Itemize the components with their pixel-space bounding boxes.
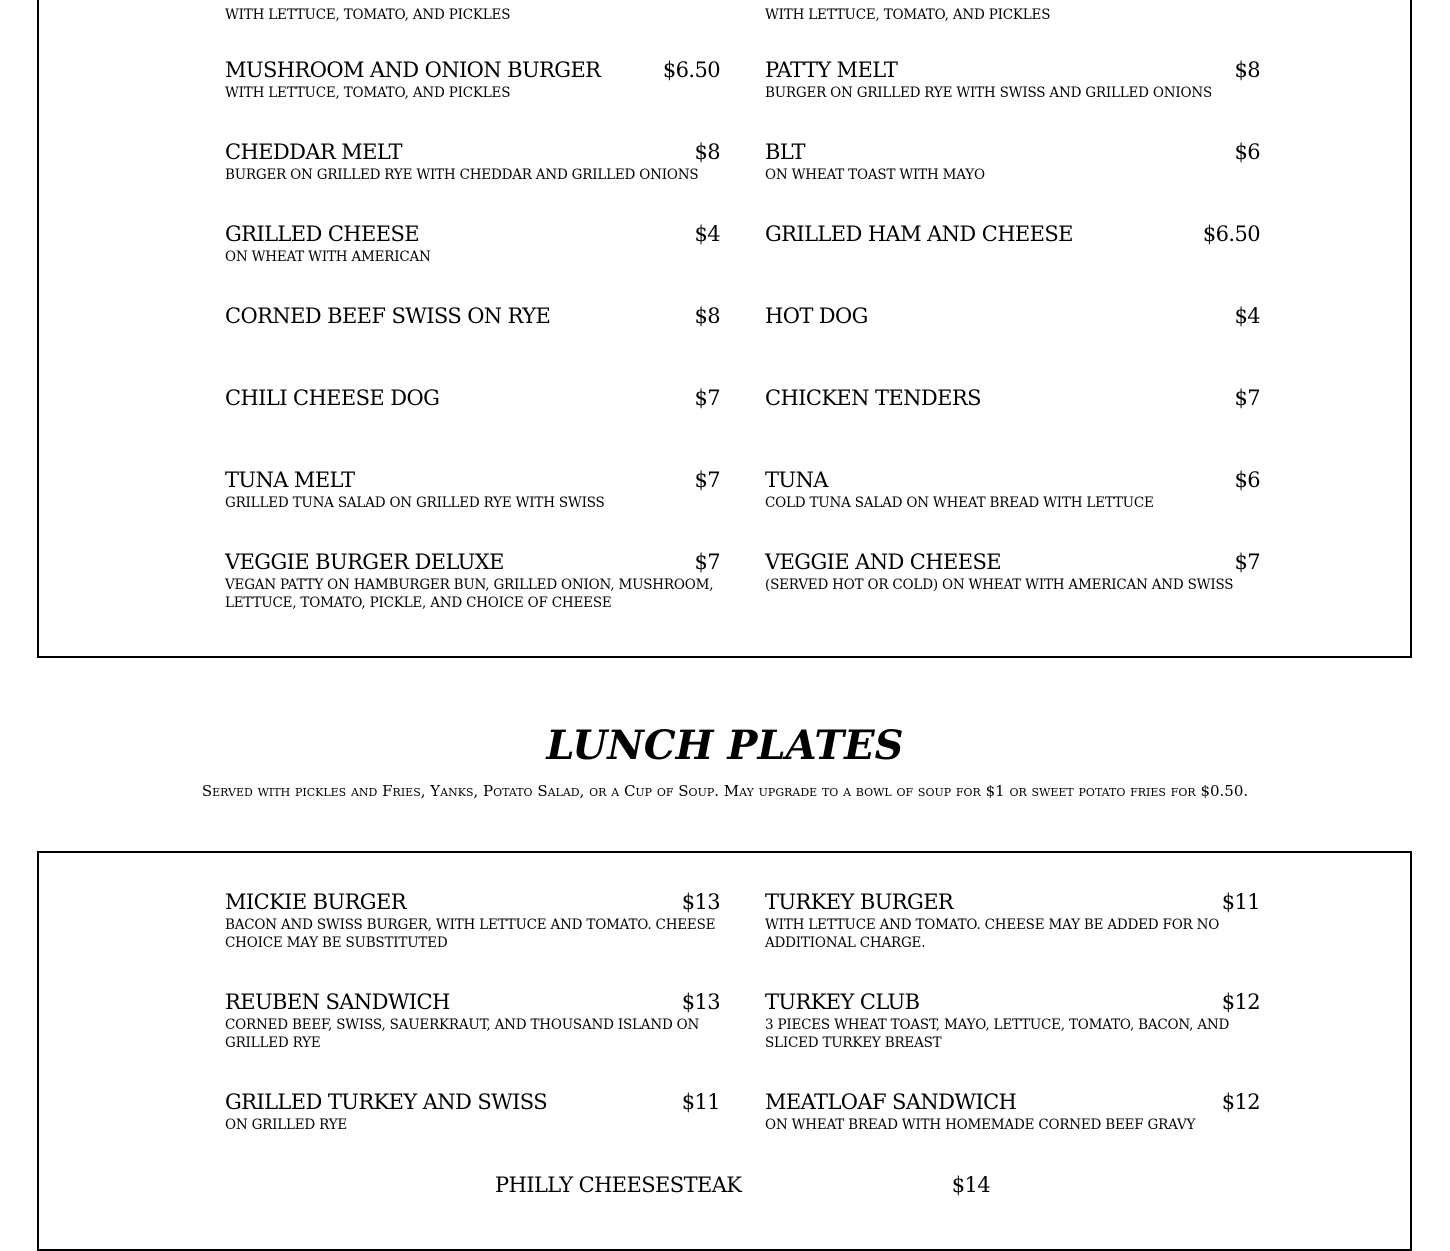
item-description: BURGER ON GRILLED RYE WITH SWISS AND GRILLED ONIONS — [765, 85, 1213, 101]
item-price: $6 — [1234, 468, 1260, 492]
item-name: MICKIE BURGER — [225, 890, 406, 914]
item-name: CHILI CHEESE DOG — [225, 386, 440, 410]
item-price: $7 — [694, 386, 720, 410]
item-price: $7 — [694, 550, 720, 574]
item-name: TUNA MELT — [225, 468, 355, 492]
item-price: $8 — [1234, 58, 1260, 82]
item-description: BACON AND SWISS BURGER, WITH LETTUCE AND TOMATO. CHEESE CHOICE MAY BE SUBSTITUTED — [225, 917, 716, 951]
section-note: Served with pickles and Fries, Yanks, Potato Salad, or a Cup of Soup. May upgrade to a bowl of soup for $1 or sweet potato fries for $0.50. — [201, 782, 1249, 800]
item-price: $8 — [694, 304, 720, 328]
item-name: HOT DOG — [765, 304, 868, 328]
item-name: MUSHROOM AND ONION BURGER — [225, 58, 601, 82]
item-price: $6.50 — [1202, 222, 1260, 246]
item-price: $13 — [681, 990, 720, 1014]
item-price: $13 — [681, 890, 720, 914]
item-description: WITH LETTUCE, TOMATO, AND PICKLES — [225, 85, 511, 101]
item-name: VEGGIE BURGER DELUXE — [225, 550, 504, 574]
menu-item — [765, 888, 1260, 952]
item-name: TURKEY BURGER — [765, 890, 954, 914]
item-name: GRILLED TURKEY AND SWISS — [225, 1090, 548, 1114]
item-description: CORNED BEEF, SWISS, SAUERKRAUT, AND THOUSAND ISLAND ON GRILLED RYE — [225, 1017, 700, 1051]
menu-item — [765, 988, 1260, 1052]
menu-item — [765, 302, 1260, 330]
item-name: TURKEY CLUB — [765, 990, 920, 1014]
item-description: WITH LETTUCE, TOMATO, AND PICKLES — [765, 7, 1051, 23]
item-name: CHICKEN TENDERS — [765, 386, 981, 410]
item-name: MEATLOAF SANDWICH — [765, 1090, 1017, 1114]
menu-item — [765, 138, 1260, 184]
menu-item — [765, 56, 1260, 102]
item-price: $7 — [1234, 550, 1260, 574]
menu-item — [225, 220, 720, 266]
menu-item — [765, 548, 1260, 594]
item-description: ON WHEAT TOAST WITH MAYO — [765, 167, 985, 183]
menu-item — [225, 466, 720, 512]
item-description: COLD TUNA SALAD ON WHEAT BREAD WITH LETTUCE — [765, 495, 1154, 511]
item-price: $4 — [694, 222, 720, 246]
menu-item — [225, 888, 720, 952]
menu-item — [225, 548, 720, 612]
item-name: CORNED BEEF SWISS ON RYE — [225, 304, 551, 328]
item-price: $7 — [1234, 386, 1260, 410]
menu-item — [225, 302, 720, 330]
item-description: GRILLED TUNA SALAD ON GRILLED RYE WITH SWISS — [225, 495, 605, 511]
item-price: $14 — [951, 1173, 990, 1197]
item-price: $8 — [694, 140, 720, 164]
item-name: CHEDDAR MELT — [225, 140, 402, 164]
menu-item — [225, 384, 720, 412]
menu-item — [765, 220, 1260, 248]
item-price: $6 — [1234, 140, 1260, 164]
menu-item — [765, 384, 1260, 412]
item-description: BURGER ON GRILLED RYE WITH CHEDDAR AND GRILLED ONIONS — [225, 167, 699, 183]
item-description: (SERVED HOT OR COLD) ON WHEAT WITH AMERICAN AND SWISS — [765, 577, 1234, 593]
item-price: $7 — [694, 468, 720, 492]
item-name: GRILLED HAM AND CHEESE — [765, 222, 1073, 246]
item-name: TUNA — [765, 468, 828, 492]
item-price: $4 — [1234, 304, 1260, 328]
item-description: WITH LETTUCE AND TOMATO. CHEESE MAY BE ADDED FOR NO ADDITIONAL CHARGE. — [765, 917, 1220, 951]
item-description: WITH LETTUCE, TOMATO, AND PICKLES — [225, 7, 511, 23]
item-description: VEGAN PATTY ON HAMBURGER BUN, GRILLED ONION, MUSHROOM, LETTUCE, TOMATO, PICKLE, AND CHOICE OF CHEESE — [225, 577, 714, 611]
item-price: $6.50 — [662, 58, 720, 82]
item-description: ON GRILLED RYE — [225, 1117, 348, 1133]
item-price: $12 — [1221, 1090, 1260, 1114]
section-title-lunch-plates: LUNCH PLATES — [546, 722, 904, 769]
menu-item — [225, 138, 720, 184]
menu-item — [225, 56, 720, 102]
item-name: BLT — [765, 140, 805, 164]
menu-item — [225, 1088, 720, 1134]
item-price: $12 — [1221, 990, 1260, 1014]
item-name: GRILLED CHEESE — [225, 222, 419, 246]
item-name: VEGGIE AND CHEESE — [765, 550, 1001, 574]
item-name: REUBEN SANDWICH — [225, 990, 450, 1014]
menu-item — [225, 988, 720, 1052]
menu-item — [765, 466, 1260, 512]
item-description: ON WHEAT WITH AMERICAN — [225, 249, 431, 265]
item-price: $11 — [681, 1090, 720, 1114]
item-name: PHILLY CHEESESTEAK — [495, 1173, 742, 1197]
item-description: ON WHEAT BREAD WITH HOMEMADE CORNED BEEF GRAVY — [765, 1117, 1196, 1133]
item-name: PATTY MELT — [765, 58, 898, 82]
item-price: $11 — [1221, 890, 1260, 914]
menu-item — [765, 1088, 1260, 1134]
item-description: 3 PIECES WHEAT TOAST, MAYO, LETTUCE, TOMATO, BACON, AND SLICED TURKEY BREAST — [765, 1017, 1230, 1051]
